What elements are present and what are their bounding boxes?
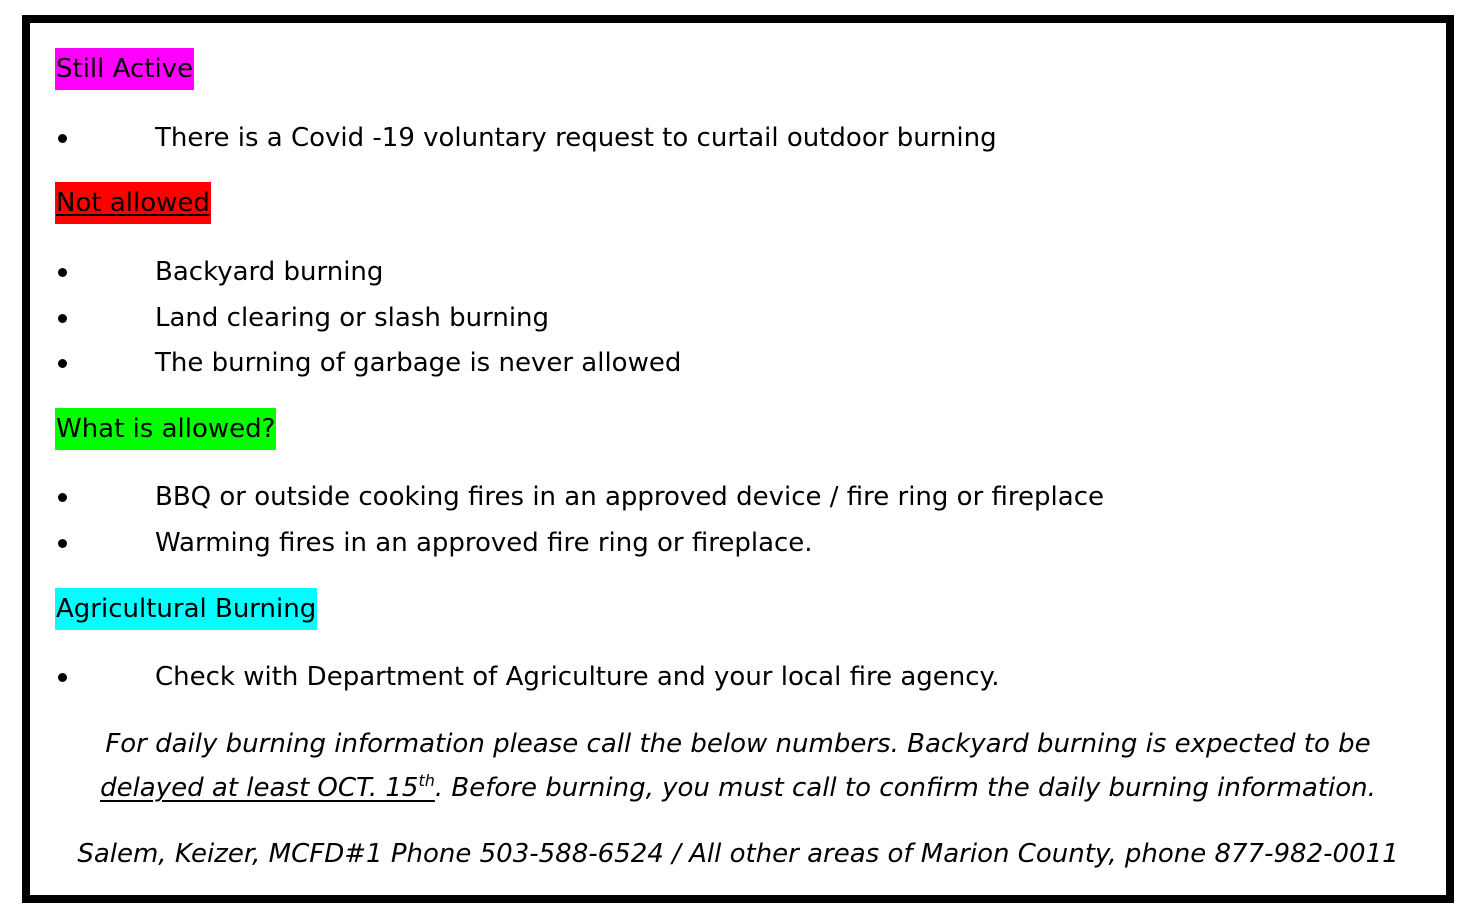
list-item-text: Land clearing or slash burning <box>155 303 550 333</box>
delay-date-text <box>100 773 435 803</box>
bullet-icon <box>58 539 67 548</box>
bullet-icon <box>58 359 67 368</box>
notice-line-2 <box>40 766 1436 810</box>
not-allowed-heading: Not allowed <box>55 182 211 224</box>
still-active-heading: Still Active <box>55 48 194 90</box>
list-item-text: There is a Covid -19 voluntary request to curtail outdoor burning <box>155 123 997 153</box>
delay-date-main: delayed at least OCT. 15 <box>100 773 419 803</box>
bullet-icon <box>58 134 67 143</box>
notice-line-2-rest: . Before burning, you must call to confirm the daily burning information. <box>434 773 1376 803</box>
list-item-text: Check with Department of Agriculture and your local fire agency. <box>155 662 1000 692</box>
list-item-text: The burning of garbage is never allowed <box>155 348 682 378</box>
notice-line-1: For daily burning information please call the below numbers. Backyard burning is expected to be <box>105 729 1371 759</box>
date-ordinal-suffix: th <box>418 771 435 790</box>
list-item-text: Backyard burning <box>155 257 384 287</box>
bullet-icon <box>58 673 67 682</box>
contact-phone-line: Salem, Keizer, MCFD#1 Phone 503-588-6524 / All other areas of Marion County, phone 877-982-0011 <box>77 839 1399 869</box>
agricultural-burning-heading: Agricultural Burning <box>55 588 317 630</box>
bullet-icon <box>58 268 67 277</box>
bullet-icon <box>58 493 67 502</box>
list-item-text: BBQ or outside cooking fires in an approved device / fire ring or fireplace <box>155 482 1104 512</box>
list-item-text: Warming fires in an approved fire ring or fireplace. <box>155 528 813 558</box>
what-is-allowed-heading: What is allowed? <box>55 408 276 450</box>
bullet-icon <box>58 314 67 323</box>
